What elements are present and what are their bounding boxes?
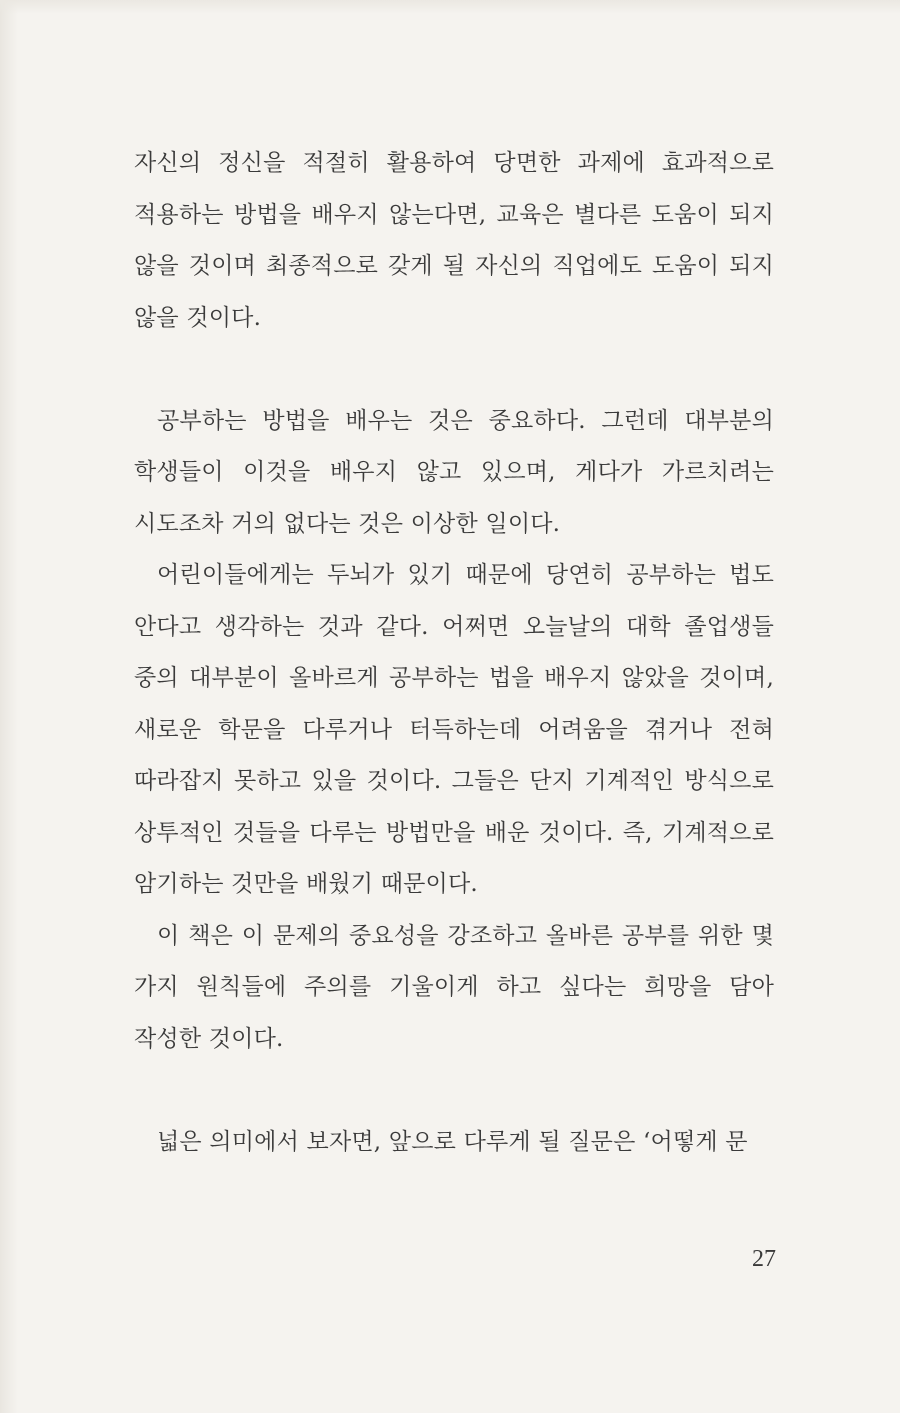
paragraph-5: 넓은 의미에서 보자면, 앞으로 다루게 될 질문은 ‘어떻게 문 [157,1128,748,1155]
paragraph-gap [134,344,774,396]
paragraph-2: 공부하는 방법을 배우는 것은 중요하다. 그런데 대부분의 학생들이 이것을 배우지 않고 있으며, 게다가 가르치려는 시도조차 거의 없다는 것은 이상한 일이다. [134,407,774,537]
page-number: 27 [752,1246,776,1272]
paragraph-gap [134,1065,774,1117]
body-text [134,138,774,1168]
paragraph-3: 어린이들에게는 두뇌가 있기 때문에 당연히 공부하는 법도 안다고 생각하는 것과 같다. 어쩌면 오늘날의 대학 졸업생들 중의 대부분이 올바르게 공부하는 법을 배우지 않았을 것이며, 새로운 학문을 다루거나 터득하는데 어려움을 겪거나 전혀 따라잡지 못하고 있을 것이다. 그들은 단지 기계적인 방식으로 상투적인 것들을 다루는 방법만을 배운 것이다. 즉, 기계적으로 암기하는 것만을 배웠기 때문이다. [134,562,774,897]
paragraph-1: 자신의 정신을 적절히 활용하여 당면한 과제에 효과적으로 적용하는 방법을 배우지 않는다면, 교육은 별다른 도움이 되지 않을 것이며 최종적으로 갖게 될 자신의 직업에도 도움이 되지 않을 것이다. [134,150,774,331]
paragraph-4: 이 책은 이 문제의 중요성을 강조하고 올바른 공부를 위한 몇 가지 원칙들에 주의를 기울이게 하고 싶다는 희망을 담아 작성한 것이다. [134,922,774,1052]
